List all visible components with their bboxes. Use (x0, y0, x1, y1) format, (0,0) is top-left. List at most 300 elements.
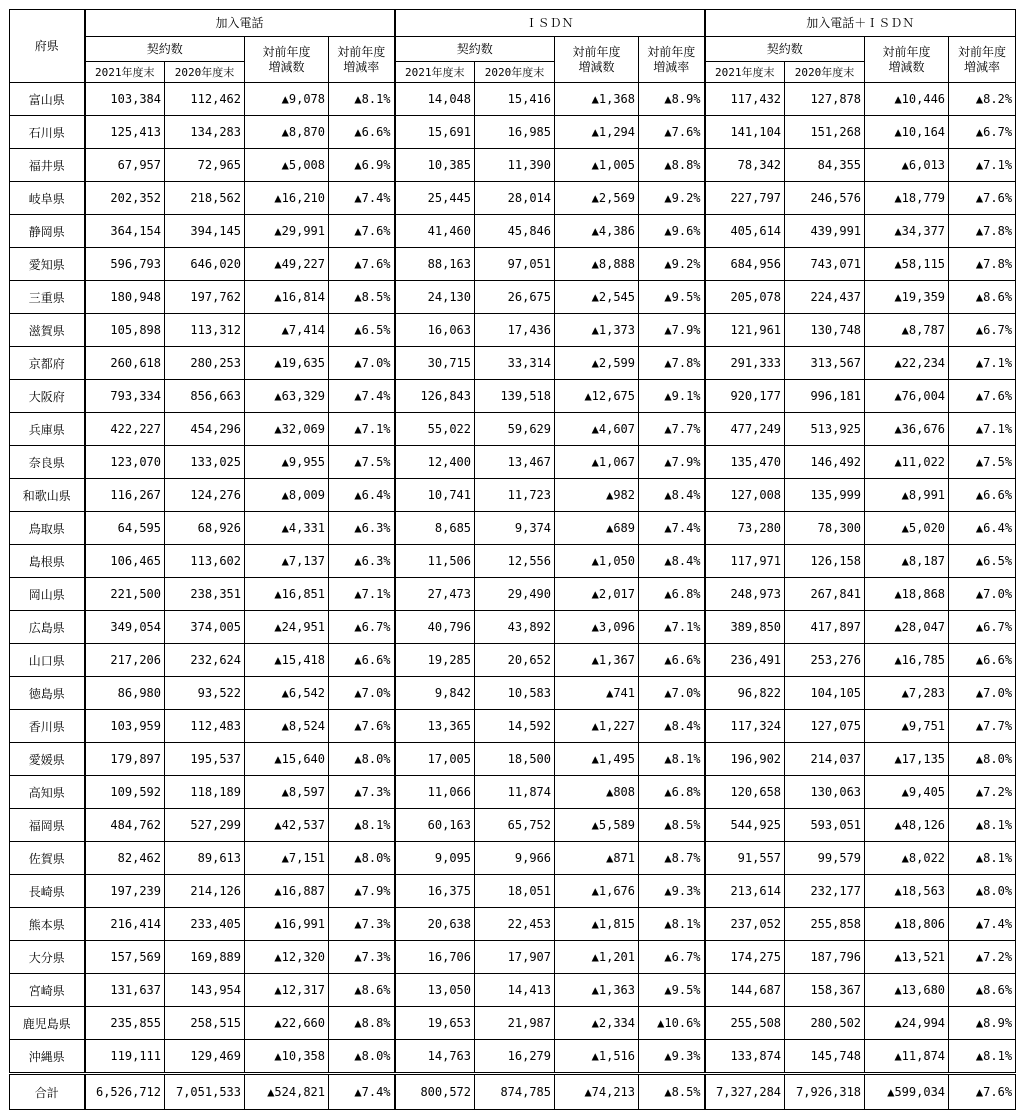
table-row (10, 677, 1016, 710)
yoy-change-cell: ▲1,495 (555, 743, 639, 776)
yoy-rate-cell: ▲6.8% (639, 776, 705, 809)
pref-name: 香川県 (10, 710, 85, 743)
yoy-rate-cell: ▲8.5% (329, 281, 395, 314)
contracts-2021-cell: 24,130 (395, 281, 475, 314)
yoy-rate-cell: ▲7.4% (329, 380, 395, 413)
yoy-change-cell: ▲18,806 (865, 908, 949, 941)
yoy-change-cell: ▲1,201 (555, 941, 639, 974)
yoy-change-header-fixed (245, 37, 329, 83)
contracts-2020-cell: 224,437 (785, 281, 865, 314)
contracts-2020-cell: 16,279 (475, 1040, 555, 1074)
yoy-rate-cell: ▲7.8% (949, 215, 1016, 248)
table-row (10, 875, 1016, 908)
contracts-2020-cell: 280,253 (165, 347, 245, 380)
yoy-change-header-line1: 対前年度 (882, 44, 931, 59)
col-2020-header-isdn: 2020年度末 (475, 62, 555, 83)
contracts-2021-cell: 196,902 (705, 743, 785, 776)
yoy-change-cell: ▲42,537 (245, 809, 329, 842)
yoy-rate-cell: ▲9.2% (639, 182, 705, 215)
table-body (10, 83, 1016, 1110)
contracts-2021-cell: 135,470 (705, 446, 785, 479)
yoy-change-cell: ▲9,751 (865, 710, 949, 743)
contracts-2020-cell: 22,453 (475, 908, 555, 941)
pref-name: 岡山県 (10, 578, 85, 611)
contracts-2021-cell: 27,473 (395, 578, 475, 611)
yoy-rate-cell: ▲7.4% (329, 1074, 395, 1110)
yoy-rate-cell: ▲7.0% (329, 347, 395, 380)
yoy-change-cell: ▲22,660 (245, 1007, 329, 1040)
yoy-change-cell: ▲22,234 (865, 347, 949, 380)
pref-header: 府県 (10, 10, 85, 83)
contracts-2021-cell: 9,842 (395, 677, 475, 710)
yoy-rate-cell: ▲7.3% (329, 776, 395, 809)
pref-name: 長崎県 (10, 875, 85, 908)
contracts-2020-cell: 214,037 (785, 743, 865, 776)
table-row (10, 908, 1016, 941)
yoy-change-cell: ▲49,227 (245, 248, 329, 281)
yoy-rate-cell: ▲6.7% (949, 611, 1016, 644)
contracts-2021-cell: 202,352 (85, 182, 165, 215)
yoy-rate-cell: ▲7.1% (329, 413, 395, 446)
pref-name: 大分県 (10, 941, 85, 974)
contracts-2020-cell: 394,145 (165, 215, 245, 248)
yoy-rate-cell: ▲8.0% (329, 743, 395, 776)
contracts-2021-cell: 106,465 (85, 545, 165, 578)
yoy-change-cell: ▲1,294 (555, 116, 639, 149)
yoy-change-cell: ▲10,358 (245, 1040, 329, 1074)
yoy-rate-cell: ▲7.4% (639, 512, 705, 545)
contracts-2020-cell: 280,502 (785, 1007, 865, 1040)
contracts-2021-cell: 179,897 (85, 743, 165, 776)
contracts-2020-cell: 129,469 (165, 1040, 245, 1074)
yoy-change-cell: ▲19,635 (245, 347, 329, 380)
contracts-2021-cell: 116,267 (85, 479, 165, 512)
contracts-2021-cell: 793,334 (85, 380, 165, 413)
yoy-change-cell: ▲9,078 (245, 83, 329, 116)
contracts-2021-cell: 17,005 (395, 743, 475, 776)
yoy-change-cell: ▲2,017 (555, 578, 639, 611)
yoy-change-cell: ▲12,320 (245, 941, 329, 974)
yoy-rate-cell: ▲6.6% (329, 644, 395, 677)
table-row (10, 1040, 1016, 1074)
yoy-rate-cell: ▲6.3% (329, 545, 395, 578)
yoy-rate-cell: ▲8.4% (639, 479, 705, 512)
contracts-2021-cell: 103,959 (85, 710, 165, 743)
yoy-rate-cell: ▲6.3% (329, 512, 395, 545)
contracts-2020-cell: 197,762 (165, 281, 245, 314)
yoy-rate-cell: ▲7.7% (949, 710, 1016, 743)
table-row (10, 512, 1016, 545)
contracts-2021-cell: 7,327,284 (705, 1074, 785, 1110)
table-row (10, 314, 1016, 347)
yoy-change-cell: ▲12,317 (245, 974, 329, 1007)
contracts-2020-cell: 72,965 (165, 149, 245, 182)
contracts-2021-cell: 684,956 (705, 248, 785, 281)
contracts-2021-cell: 255,508 (705, 1007, 785, 1040)
yoy-change-cell: ▲13,521 (865, 941, 949, 974)
contracts-2021-cell: 55,022 (395, 413, 475, 446)
table-row (10, 281, 1016, 314)
pref-name: 滋賀県 (10, 314, 85, 347)
yoy-change-cell: ▲8,597 (245, 776, 329, 809)
contracts-2020-cell: 13,467 (475, 446, 555, 479)
contracts-2020-cell: 14,592 (475, 710, 555, 743)
yoy-change-cell: ▲13,680 (865, 974, 949, 1007)
pref-name: 島根県 (10, 545, 85, 578)
yoy-change-cell: ▲17,135 (865, 743, 949, 776)
yoy-rate-cell: ▲8.0% (329, 842, 395, 875)
contracts-2021-cell: 117,432 (705, 83, 785, 116)
contracts-header-combined: 契約数 (705, 37, 865, 62)
pref-name: 福井県 (10, 149, 85, 182)
yoy-rate-cell: ▲7.6% (329, 248, 395, 281)
yoy-change-cell: ▲8,022 (865, 842, 949, 875)
yoy-change-cell: ▲18,779 (865, 182, 949, 215)
contracts-2021-cell: 117,971 (705, 545, 785, 578)
yoy-rate-cell: ▲7.0% (949, 578, 1016, 611)
contracts-2021-cell: 11,066 (395, 776, 475, 809)
contracts-2021-cell: 422,227 (85, 413, 165, 446)
contracts-2020-cell: 258,515 (165, 1007, 245, 1040)
table-row (10, 83, 1016, 116)
contracts-2020-cell: 218,562 (165, 182, 245, 215)
yoy-change-cell: ▲18,563 (865, 875, 949, 908)
yoy-rate-cell: ▲6.5% (329, 314, 395, 347)
pref-name: 沖縄県 (10, 1040, 85, 1074)
yoy-rate-cell: ▲7.6% (949, 380, 1016, 413)
yoy-change-cell: ▲741 (555, 677, 639, 710)
yoy-change-cell: ▲8,524 (245, 710, 329, 743)
yoy-rate-cell: ▲10.6% (639, 1007, 705, 1040)
contracts-2020-cell: 313,567 (785, 347, 865, 380)
pref-name: 愛媛県 (10, 743, 85, 776)
contracts-2020-cell: 45,846 (475, 215, 555, 248)
yoy-rate-cell: ▲6.7% (639, 941, 705, 974)
yoy-change-cell: ▲7,283 (865, 677, 949, 710)
yoy-rate-cell: ▲8.5% (639, 1074, 705, 1110)
table-row (10, 611, 1016, 644)
pref-name: 岐阜県 (10, 182, 85, 215)
yoy-rate-cell: ▲7.2% (949, 776, 1016, 809)
pref-name: 兵庫県 (10, 413, 85, 446)
contracts-2021-cell: 25,445 (395, 182, 475, 215)
yoy-change-cell: ▲1,005 (555, 149, 639, 182)
yoy-change-cell: ▲1,368 (555, 83, 639, 116)
yoy-change-cell: ▲16,785 (865, 644, 949, 677)
yoy-rate-cell: ▲7.6% (949, 1074, 1016, 1110)
contracts-2020-cell: 255,858 (785, 908, 865, 941)
yoy-rate-cell: ▲7.9% (639, 314, 705, 347)
contracts-2020-cell: 89,613 (165, 842, 245, 875)
contracts-2021-cell: 88,163 (395, 248, 475, 281)
contracts-2021-cell: 227,797 (705, 182, 785, 215)
contracts-2020-cell: 124,276 (165, 479, 245, 512)
contracts-2020-cell: 93,522 (165, 677, 245, 710)
yoy-rate-cell: ▲8.6% (329, 974, 395, 1007)
yoy-change-cell: ▲9,955 (245, 446, 329, 479)
pref-name: 奈良県 (10, 446, 85, 479)
yoy-change-cell: ▲34,377 (865, 215, 949, 248)
table-row (10, 941, 1016, 974)
contracts-2021-cell: 9,095 (395, 842, 475, 875)
contracts-2021-cell: 103,384 (85, 83, 165, 116)
yoy-rate-cell: ▲8.6% (949, 974, 1016, 1007)
contracts-2020-cell: 84,355 (785, 149, 865, 182)
contracts-2020-cell: 139,518 (475, 380, 555, 413)
contracts-2021-cell: 64,595 (85, 512, 165, 545)
col-2021-header-combined: 2021年度末 (705, 62, 785, 83)
contracts-2020-cell: 874,785 (475, 1074, 555, 1110)
contracts-2021-cell: 41,460 (395, 215, 475, 248)
yoy-rate-header-combined (949, 37, 1016, 83)
yoy-change-cell: ▲10,446 (865, 83, 949, 116)
table-row (10, 479, 1016, 512)
yoy-change-cell: ▲2,569 (555, 182, 639, 215)
yoy-rate-cell: ▲7.4% (329, 182, 395, 215)
yoy-change-cell: ▲8,009 (245, 479, 329, 512)
pref-name: 富山県 (10, 83, 85, 116)
yoy-rate-cell: ▲8.9% (949, 1007, 1016, 1040)
contracts-2020-cell: 593,051 (785, 809, 865, 842)
contracts-2020-cell: 996,181 (785, 380, 865, 413)
yoy-change-cell: ▲4,607 (555, 413, 639, 446)
yoy-change-cell: ▲1,050 (555, 545, 639, 578)
pref-name: 福岡県 (10, 809, 85, 842)
contracts-2020-cell: 99,579 (785, 842, 865, 875)
yoy-rate-cell: ▲6.5% (949, 545, 1016, 578)
table-row (10, 248, 1016, 281)
contracts-2021-cell: 13,050 (395, 974, 475, 1007)
contracts-2021-cell: 96,822 (705, 677, 785, 710)
contracts-2020-cell: 33,314 (475, 347, 555, 380)
yoy-change-header-line1: 対前年度 (262, 44, 311, 59)
contracts-2021-cell: 60,163 (395, 809, 475, 842)
yoy-change-cell: ▲11,874 (865, 1040, 949, 1074)
yoy-rate-cell: ▲8.2% (949, 83, 1016, 116)
table-row (10, 545, 1016, 578)
contracts-2021-cell: 141,104 (705, 116, 785, 149)
yoy-change-cell: ▲4,331 (245, 512, 329, 545)
yoy-change-cell: ▲16,814 (245, 281, 329, 314)
yoy-change-cell: ▲15,418 (245, 644, 329, 677)
contracts-2021-cell: 10,385 (395, 149, 475, 182)
contracts-2021-cell: 216,414 (85, 908, 165, 941)
yoy-rate-cell: ▲7.1% (949, 149, 1016, 182)
yoy-rate-cell: ▲7.5% (949, 446, 1016, 479)
pref-name: 広島県 (10, 611, 85, 644)
contracts-2020-cell: 15,416 (475, 83, 555, 116)
yoy-rate-cell: ▲6.4% (329, 479, 395, 512)
contracts-2020-cell: 169,889 (165, 941, 245, 974)
contracts-2020-cell: 11,874 (475, 776, 555, 809)
yoy-rate-cell: ▲7.1% (639, 611, 705, 644)
contracts-2021-cell: 82,462 (85, 842, 165, 875)
table-row (10, 578, 1016, 611)
table-row (10, 1007, 1016, 1040)
yoy-change-cell: ▲689 (555, 512, 639, 545)
contracts-header-fixed: 契約数 (85, 37, 245, 62)
group-header-fixed: 加入電話 (85, 10, 395, 37)
yoy-rate-cell: ▲7.4% (949, 908, 1016, 941)
yoy-change-cell: ▲58,115 (865, 248, 949, 281)
contracts-2021-cell: 109,592 (85, 776, 165, 809)
contracts-2020-cell: 856,663 (165, 380, 245, 413)
pref-name: 徳島県 (10, 677, 85, 710)
yoy-change-cell: ▲28,047 (865, 611, 949, 644)
yoy-rate-cell: ▲8.5% (639, 809, 705, 842)
pref-name: 三重県 (10, 281, 85, 314)
table-row (10, 215, 1016, 248)
yoy-rate-cell: ▲6.6% (329, 116, 395, 149)
contracts-2020-cell: 417,897 (785, 611, 865, 644)
yoy-rate-cell: ▲8.4% (639, 710, 705, 743)
yoy-rate-cell: ▲8.8% (639, 149, 705, 182)
pref-name: 大阪府 (10, 380, 85, 413)
yoy-rate-cell: ▲7.8% (949, 248, 1016, 281)
yoy-rate-header-line2: 増減率 (964, 59, 1001, 74)
total-row (10, 1074, 1016, 1110)
contracts-2021-cell: 86,980 (85, 677, 165, 710)
contracts-2020-cell: 126,158 (785, 545, 865, 578)
yoy-rate-cell: ▲6.8% (639, 578, 705, 611)
contracts-2021-cell: 236,491 (705, 644, 785, 677)
yoy-change-cell: ▲8,187 (865, 545, 949, 578)
table-row (10, 347, 1016, 380)
contracts-2020-cell: 158,367 (785, 974, 865, 1007)
col-2020-header-combined: 2020年度末 (785, 62, 865, 83)
contracts-2020-cell: 7,051,533 (165, 1074, 245, 1110)
table-row (10, 974, 1016, 1007)
contracts-2020-cell: 135,999 (785, 479, 865, 512)
yoy-change-cell: ▲11,022 (865, 446, 949, 479)
yoy-rate-header-fixed (329, 37, 395, 83)
contracts-2021-cell: 73,280 (705, 512, 785, 545)
contracts-2020-cell: 9,966 (475, 842, 555, 875)
contracts-2021-cell: 213,614 (705, 875, 785, 908)
yoy-rate-cell: ▲7.0% (949, 677, 1016, 710)
pref-name: 石川県 (10, 116, 85, 149)
yoy-rate-header-line2: 増減率 (343, 59, 380, 74)
yoy-rate-header-line1: 対前年度 (337, 44, 386, 59)
contracts-2020-cell: 113,312 (165, 314, 245, 347)
pref-name: 高知県 (10, 776, 85, 809)
contracts-2021-cell: 15,691 (395, 116, 475, 149)
yoy-rate-cell: ▲7.2% (949, 941, 1016, 974)
table-row (10, 644, 1016, 677)
pref-name: 佐賀県 (10, 842, 85, 875)
contracts-2020-cell: 29,490 (475, 578, 555, 611)
contracts-2021-cell: 349,054 (85, 611, 165, 644)
contracts-2020-cell: 59,629 (475, 413, 555, 446)
yoy-change-cell: ▲5,020 (865, 512, 949, 545)
yoy-change-header-line2: 増減数 (268, 59, 305, 74)
contracts-2020-cell: 127,075 (785, 710, 865, 743)
contracts-2020-cell: 10,583 (475, 677, 555, 710)
yoy-rate-cell: ▲6.6% (949, 479, 1016, 512)
yoy-change-cell: ▲6,542 (245, 677, 329, 710)
contracts-2020-cell: 646,020 (165, 248, 245, 281)
table-header (10, 10, 1016, 83)
pref-name: 宮崎県 (10, 974, 85, 1007)
contracts-2020-cell: 26,675 (475, 281, 555, 314)
contracts-2020-cell: 151,268 (785, 116, 865, 149)
contracts-2020-cell: 233,405 (165, 908, 245, 941)
yoy-rate-cell: ▲7.5% (329, 446, 395, 479)
contracts-2020-cell: 97,051 (475, 248, 555, 281)
yoy-change-cell: ▲10,164 (865, 116, 949, 149)
contracts-2020-cell: 143,954 (165, 974, 245, 1007)
yoy-change-cell: ▲1,067 (555, 446, 639, 479)
yoy-change-cell: ▲16,210 (245, 182, 329, 215)
table-row (10, 743, 1016, 776)
contracts-2021-cell: 125,413 (85, 116, 165, 149)
contracts-2021-cell: 126,843 (395, 380, 475, 413)
contracts-2020-cell: 9,374 (475, 512, 555, 545)
yoy-change-cell: ▲6,013 (865, 149, 949, 182)
yoy-change-cell: ▲9,405 (865, 776, 949, 809)
yoy-rate-cell: ▲8.9% (639, 83, 705, 116)
pref-name: 京都府 (10, 347, 85, 380)
yoy-rate-cell: ▲8.7% (639, 842, 705, 875)
contracts-2021-cell: 920,177 (705, 380, 785, 413)
contracts-2020-cell: 146,492 (785, 446, 865, 479)
pref-name: 山口県 (10, 644, 85, 677)
table-row (10, 710, 1016, 743)
yoy-change-cell: ▲16,851 (245, 578, 329, 611)
table-row (10, 446, 1016, 479)
col-2021-header-fixed: 2021年度末 (85, 62, 165, 83)
contracts-2021-cell: 405,614 (705, 215, 785, 248)
contracts-2020-cell: 16,985 (475, 116, 555, 149)
contracts-2020-cell: 12,556 (475, 545, 555, 578)
yoy-change-cell: ▲74,213 (555, 1074, 639, 1110)
yoy-rate-cell: ▲6.6% (639, 644, 705, 677)
yoy-rate-cell: ▲7.8% (639, 347, 705, 380)
table-row (10, 182, 1016, 215)
yoy-change-cell: ▲24,994 (865, 1007, 949, 1040)
contracts-2020-cell: 7,926,318 (785, 1074, 865, 1110)
yoy-change-cell: ▲1,373 (555, 314, 639, 347)
contracts-2020-cell: 187,796 (785, 941, 865, 974)
contracts-2021-cell: 248,973 (705, 578, 785, 611)
contracts-2020-cell: 246,576 (785, 182, 865, 215)
yoy-rate-cell: ▲8.0% (329, 1040, 395, 1074)
contracts-2021-cell: 78,342 (705, 149, 785, 182)
yoy-change-header-line1: 対前年度 (572, 44, 621, 59)
yoy-change-cell: ▲48,126 (865, 809, 949, 842)
contracts-2020-cell: 439,991 (785, 215, 865, 248)
yoy-rate-cell: ▲7.3% (329, 908, 395, 941)
contracts-2020-cell: 112,483 (165, 710, 245, 743)
contracts-2020-cell: 130,748 (785, 314, 865, 347)
yoy-rate-header-isdn (639, 37, 705, 83)
pref-name: 熊本県 (10, 908, 85, 941)
contracts-2021-cell: 19,653 (395, 1007, 475, 1040)
contracts-2021-cell: 260,618 (85, 347, 165, 380)
pref-name: 静岡県 (10, 215, 85, 248)
yoy-rate-cell: ▲8.1% (639, 743, 705, 776)
contracts-2020-cell: 134,283 (165, 116, 245, 149)
contracts-2021-cell: 119,111 (85, 1040, 165, 1074)
contracts-2021-cell: 40,796 (395, 611, 475, 644)
table-row (10, 413, 1016, 446)
contracts-2020-cell: 238,351 (165, 578, 245, 611)
contracts-2020-cell: 17,907 (475, 941, 555, 974)
yoy-change-cell: ▲1,227 (555, 710, 639, 743)
yoy-rate-cell: ▲9.5% (639, 974, 705, 1007)
contracts-2021-cell: 30,715 (395, 347, 475, 380)
contracts-2021-cell: 91,557 (705, 842, 785, 875)
